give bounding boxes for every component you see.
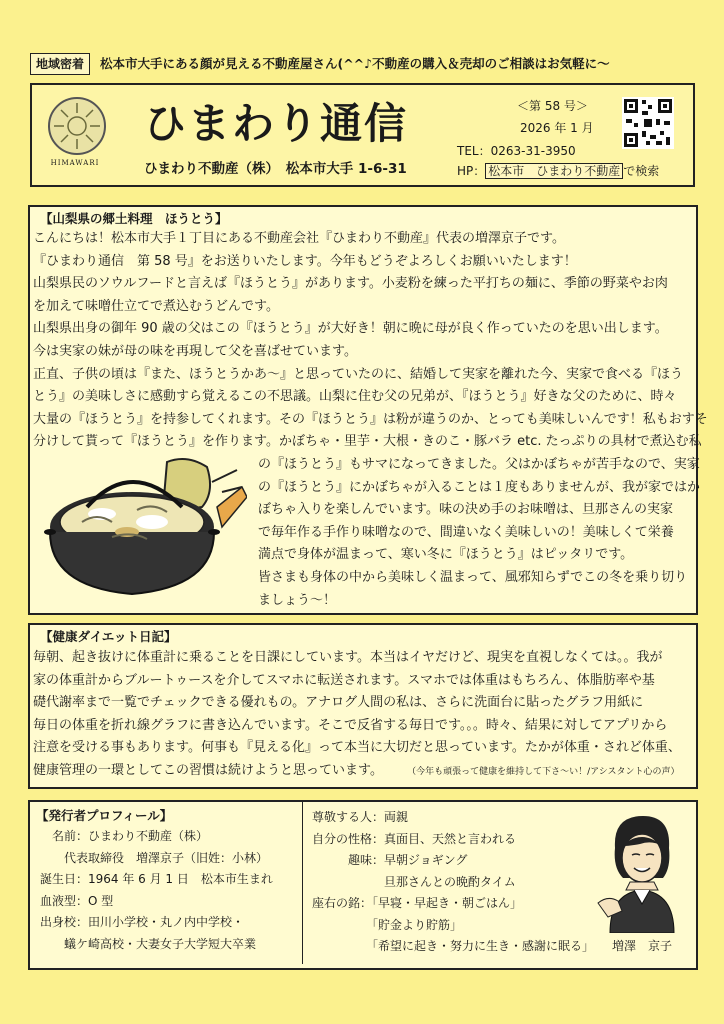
profile-line: 尊敬する人：両親 bbox=[312, 810, 409, 824]
profile-line: 誕生日：1964 年 6 月 1 日 松本市生まれ bbox=[40, 872, 273, 886]
hp-search-term: 松本市 ひまわり不動産 bbox=[485, 163, 623, 179]
article-line: とう』の美味しさに感動すら覚えるこの不思議。山梨に住む父の兄弟が、『ほうとう』好きな父のために、時々 bbox=[33, 389, 677, 405]
profile-line: 「希望に起き・努力に生き・感謝に眠る」 bbox=[312, 939, 595, 953]
tagline: 松本市大手にある顔が見える不動産屋さん(^^♪不動産の購入＆売却のご相談はお気軽に～ bbox=[100, 56, 610, 71]
profile-left-column bbox=[40, 826, 273, 955]
profile-line: 血液型：O 型 bbox=[40, 893, 114, 908]
assistant-note: （今年も頑張って健康を維持して下さ～い！/アシスタント心の声） bbox=[407, 766, 680, 777]
diet-diary-article bbox=[28, 623, 698, 789]
article-line: 『ひまわり通信 第 58 号』をお送りいたします。今年もどうぞよろしくお願いいたします！ bbox=[33, 253, 577, 269]
article-line: こんにちは！松本市大手１丁目にある不動産会社『ひまわり不動産』代表の増澤京子です。 bbox=[33, 231, 565, 246]
article-line: 山梨県出身の御年 90 歳の父はこの『ほうとう』が大好き！朝に晩に母が良く作っていたのを思い出します。 bbox=[33, 321, 668, 337]
article-line: 注意を受ける事もあります。何事も『見える化』って本当に大切だと思っています。たかが体重・されど体重、 bbox=[33, 740, 681, 756]
profile-line: 旦那さんとの晩酌タイム bbox=[312, 874, 516, 889]
article-line: 今は実家の妹が母の味を再現して父を喜ばせています。 bbox=[33, 343, 357, 359]
profile-right-column bbox=[312, 807, 594, 958]
profile-divider bbox=[302, 802, 303, 964]
article-line: ぼちゃ入りを楽しんでいます。味の決め手のお味噌は、旦那さんの実家 bbox=[258, 502, 673, 518]
houtou-article-body bbox=[33, 228, 708, 454]
profile-line: 趣味：早朝ジョギング bbox=[312, 853, 468, 867]
article-line: を加えて味噌仕立てで煮込むうどんです。 bbox=[33, 298, 279, 314]
publisher-profile bbox=[28, 800, 698, 970]
article-line: 満点で身体が温まって、寒い冬に『ほうとう』はピッタリです。 bbox=[258, 547, 634, 563]
region-badge: 地域密着 bbox=[30, 53, 90, 75]
article-line bbox=[33, 760, 681, 784]
article-line: 皆さまも身体の中から美味しく温まって、風邪知らずでこの冬を乗り切り bbox=[258, 569, 688, 585]
homepage-search bbox=[457, 162, 659, 179]
article-line: 礎代謝率まで一覧でチェックできる優れもの。アナログ人間の私は、さらに洗面台に貼ったグラフ用紙に bbox=[33, 695, 644, 711]
article-line: 山梨県民のソウルフードと言えば『ほうとう』があります。小麦粉を練った平打ちの麺に、季節の野菜やお肉 bbox=[33, 276, 668, 292]
houtou-pot-illustration bbox=[42, 452, 247, 602]
newsletter-title: ひまわり通信 bbox=[144, 99, 409, 148]
profile-line: 座右の銘：「早寝・早起き・朝ごはん」 bbox=[312, 896, 523, 910]
last-line: 健康管理の一環としてこの習慣は続けようと思っています。 bbox=[33, 762, 383, 778]
qr-code-icon[interactable] bbox=[622, 97, 674, 149]
profile-line: 「貯金より貯筋」 bbox=[312, 917, 463, 932]
company-address: ひまわり不動産（株） 松本市大手 1-6-31 bbox=[144, 161, 407, 177]
article-line: ましょう～！ bbox=[258, 592, 337, 608]
issue-date: 2026 年 1 月 bbox=[520, 121, 594, 135]
signature: 増澤 京子 bbox=[612, 939, 673, 953]
phone-number: TEL：0263-31-3950 bbox=[457, 144, 576, 158]
article-line: 大量の『ほうとう』を持参してくれます。その『ほうとう』は粉が違うのか、とっても美味しいんです！私もおすそ bbox=[33, 411, 708, 427]
article-line: 正直、子供の頃は『また、ほうとうかあ～』と思っていたのに、結婚して実家を離れた今、実家で食べる『ほう bbox=[33, 366, 684, 382]
profile-line: 蟻ケ崎高校・大妻女子大学短大卒業 bbox=[40, 936, 257, 951]
author-portrait-illustration bbox=[590, 808, 690, 933]
sunflower-icon bbox=[48, 97, 106, 155]
profile-title: 【発行者プロフィール】 bbox=[36, 808, 173, 823]
article-line: 毎朝、起き抜けに体重計に乗ることを日課にしています。本当はイヤだけど、現実を直視しなくては。。我が bbox=[33, 650, 663, 665]
article-line: の『ほうとう』もサマになってきました。父はかぼちゃが苦手なので、実家 bbox=[258, 457, 700, 472]
diet-diary-body bbox=[33, 647, 681, 784]
hp-suffix: で検索 bbox=[623, 164, 660, 178]
profile-line: 自分の性格：真面目、天然と言われる bbox=[312, 831, 517, 846]
houtou-article-title: 【山梨県の郷土料理 ほうとう】 bbox=[40, 211, 228, 226]
diet-diary-title: 【健康ダイエット日記】 bbox=[40, 629, 177, 644]
masthead bbox=[30, 83, 695, 187]
article-line: の『ほうとう』にかぼちゃが入ることは１度もありませんが、我が家ではか bbox=[258, 479, 701, 495]
houtou-article bbox=[28, 205, 708, 615]
issue-number: ＜第 58 号＞ bbox=[517, 99, 588, 113]
logo-text: HIMAWARI bbox=[50, 159, 100, 167]
article-line: で毎年作る手作り味噌なので、間違いなく美味しいの！美味しくて栄養 bbox=[258, 524, 674, 540]
article-line: 毎日の体重を折れ線グラフに書き込んでいます。そこで反省する毎日です。。。時々、結果に対してアプリから bbox=[33, 717, 668, 733]
profile-line: 代表取締役 増澤京子（旧姓：小林） bbox=[40, 850, 269, 865]
profile-line: 出身校：田川小学校・丸ノ内中学校・ bbox=[40, 915, 245, 929]
houtou-article-body-indented bbox=[258, 454, 700, 612]
article-line: 分けして貰って『ほうとう』を作ります。かぼちゃ・里芋・大根・きのこ・豚バラ etc. たっぷりの具材で煮込む私 bbox=[33, 434, 702, 450]
hp-label: HP： bbox=[457, 164, 486, 178]
article-line: 家の体重計からブルートゥースを介してスマホに転送されます。スマホでは体重はもちろん、体脂肪率や基 bbox=[33, 672, 655, 688]
profile-line: 名前：ひまわり不動産（株） bbox=[40, 829, 209, 843]
